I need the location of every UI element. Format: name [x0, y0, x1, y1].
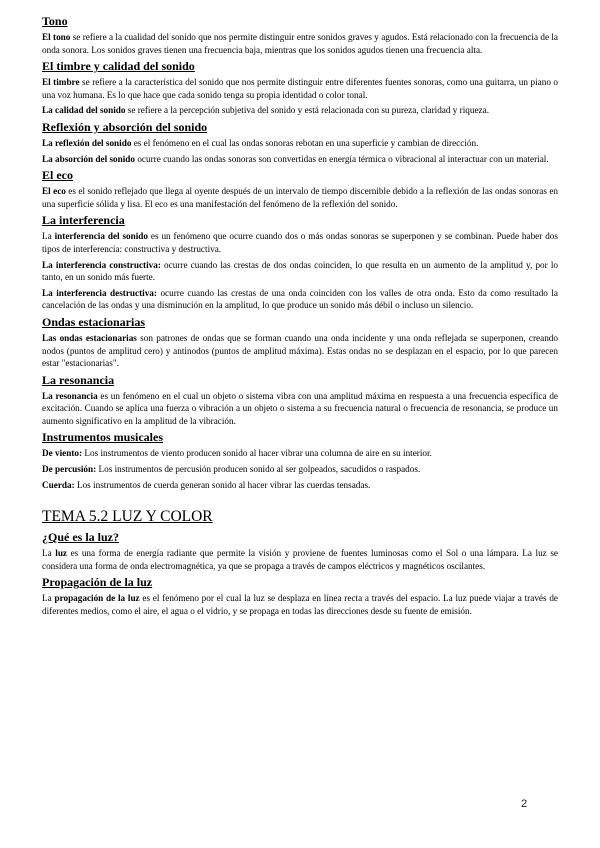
term: luz — [55, 548, 68, 559]
light-sections — [42, 530, 558, 617]
term: Las ondas estacionarias — [42, 332, 137, 343]
paragraph — [42, 31, 558, 56]
term: interferencia del sonido — [54, 231, 149, 242]
paragraph — [42, 185, 558, 210]
paragraph-text: es un fenómeno que ocurre cuando dos o más ondas sonoras se superponen y se combinan. Puede haber dos tipos de interferencia: constructiva y destructiva. — [42, 231, 558, 254]
paragraph-text: se refiere a la percepción subjetiva del sonido y está relacionada con su pureza, claridad y riqueza. — [125, 105, 489, 116]
paragraph-text: Los instrumentos de cuerda generan sonido al hacer vibrar las cuerdas tensadas. — [74, 479, 371, 490]
paragraph — [42, 547, 558, 572]
section-heading: Reflexión y absorción del sonido — [42, 119, 208, 134]
section-heading: Instrumentos musicales — [42, 430, 164, 445]
term: La resonancia — [42, 390, 98, 401]
paragraph — [42, 592, 558, 617]
section-heading: El eco — [42, 168, 73, 183]
paragraph — [42, 463, 558, 476]
term: La interferencia constructiva: — [42, 259, 161, 270]
paragraph-text: es el sonido reflejado que llega al oyente después de un intervalo de tiempo discernible debido a la reflexión de las ondas sonoras en una superficie sólida y lisa. El eco es una manifestación del fenómeno de la reflexión del sonido. — [42, 186, 558, 209]
paragraph — [42, 447, 558, 460]
paragraph — [42, 153, 558, 166]
topic-title: TEMA 5.2 LUZ Y COLOR — [42, 508, 213, 526]
section-heading: La interferencia — [42, 213, 125, 228]
paragraph — [42, 332, 558, 370]
paragraph — [42, 287, 558, 312]
section-gap — [42, 494, 558, 508]
section-heading: El timbre y calidad del sonido — [42, 59, 195, 74]
term: Cuerda: — [42, 479, 75, 490]
paragraph — [42, 76, 558, 101]
paragraph-text: es el fenómeno por el cual la luz se desplaza en línea recta a través del espacio. La luz puede viajar a través de diferentes medios, como el aire, el agua o el vidrio, y se propaga en todas las direcciones desde su fuente de emisión. — [42, 593, 558, 617]
page-content — [42, 12, 558, 621]
term: El timbre — [42, 77, 80, 88]
paragraph-text: ocurre cuando las crestas de dos ondas coinciden, lo que resulta en un aumento de la amplitud y, por lo tanto, en un sonido más fuerte. — [42, 259, 558, 283]
paragraph — [42, 259, 558, 284]
paragraph-lead: La — [42, 593, 55, 604]
paragraph-text: se refiere a la cualidad del sonido que nos permite distinguir entre sonidos graves y agudos. Está relacionado con la frecuencia de la onda sonora. Los sonidos graves tienen una frecuencia baja, mientras que los sonidos agudos tienen una frecuencia alta. — [42, 32, 558, 55]
page-number: 2 — [521, 798, 528, 810]
paragraph — [42, 104, 558, 117]
sound-sections — [42, 14, 558, 491]
term: El tono — [42, 32, 71, 42]
paragraph — [42, 390, 558, 428]
paragraph-text: es una forma de energía radiante que permite la visión y proviene de fuentes luminosas como el Sol o una lámpara. La luz se considera una forma de onda electromagnética, ya que se propaga a través de campos eléctricos y magnéticos oscilantes. — [42, 548, 558, 571]
term: De viento: — [42, 448, 83, 459]
term: De percusión: — [42, 464, 97, 475]
paragraph — [42, 230, 558, 255]
term: La calidad del sonido — [42, 105, 126, 116]
term: propagación de la luz — [54, 593, 140, 604]
paragraph — [42, 137, 558, 150]
paragraph-text: se refiere a la característica del sonido que nos permite distinguir entre diferentes fuentes sonoras, como una guitarra, un piano o una voz humana. Es lo que hace que cada sonido tenga su propia identidad o color tonal. — [42, 77, 558, 100]
section-heading: Tono — [42, 14, 68, 28]
section-heading: La resonancia — [42, 372, 115, 387]
paragraph-text: ocurre cuando las ondas sonoras son convertidas en energía térmica o vibracional al interactuar con un material. — [135, 153, 549, 164]
paragraph-text: son patrones de ondas que se forman cuando una onda incidente y una onda reflejada se superponen, creando nodos (puntos de amplitud cero) y antinodos (puntos de amplitud máxima). Estas ondas no se desplazan en el espacio, por lo que parecen estar "estacionarias". — [42, 332, 558, 369]
paragraph — [42, 479, 558, 492]
paragraph-text: Los instrumentos de percusión producen sonido al ser golpeados, sacudidos o raspados. — [96, 464, 421, 475]
term: El eco — [42, 186, 66, 197]
paragraph-text: ocurre cuando las crestas de una onda coinciden con los valles de otra onda. Esto da como resultado la cancelación de las ondas y una disminución en la amplitud, lo que produce un sonido más débil o incluso un silencio. — [42, 287, 558, 311]
term: La absorción del sonido — [42, 153, 136, 164]
paragraph-text: es el fenómeno en el cual las ondas sonoras rebotan en una superficie y cambian de dirección. — [131, 137, 479, 148]
section-heading: ¿Qué es la luz? — [42, 530, 119, 545]
term: La reflexión del sonido — [42, 137, 132, 148]
paragraph-text: Los instrumentos de viento producen sonido al hacer vibrar una columna de aire en su interior. — [82, 448, 432, 459]
paragraph-text: es un fenómeno en el cual un objeto o sistema vibra con una amplitud máxima en respuesta a una frecuencia específica de excitación. Cuando se aplica una fuerza o vibración a un objeto o sistema a su frecuencia natural o frecuencia de resonancia, se produce un aumento significativo en la amplitud de la vibración. — [42, 390, 559, 426]
term: La interferencia destructiva: — [42, 287, 157, 298]
section-heading: Ondas estacionarias — [42, 314, 146, 329]
paragraph-lead: La — [42, 231, 55, 242]
paragraph-lead: La — [42, 548, 56, 559]
section-heading: Propagación de la luz — [42, 575, 153, 590]
